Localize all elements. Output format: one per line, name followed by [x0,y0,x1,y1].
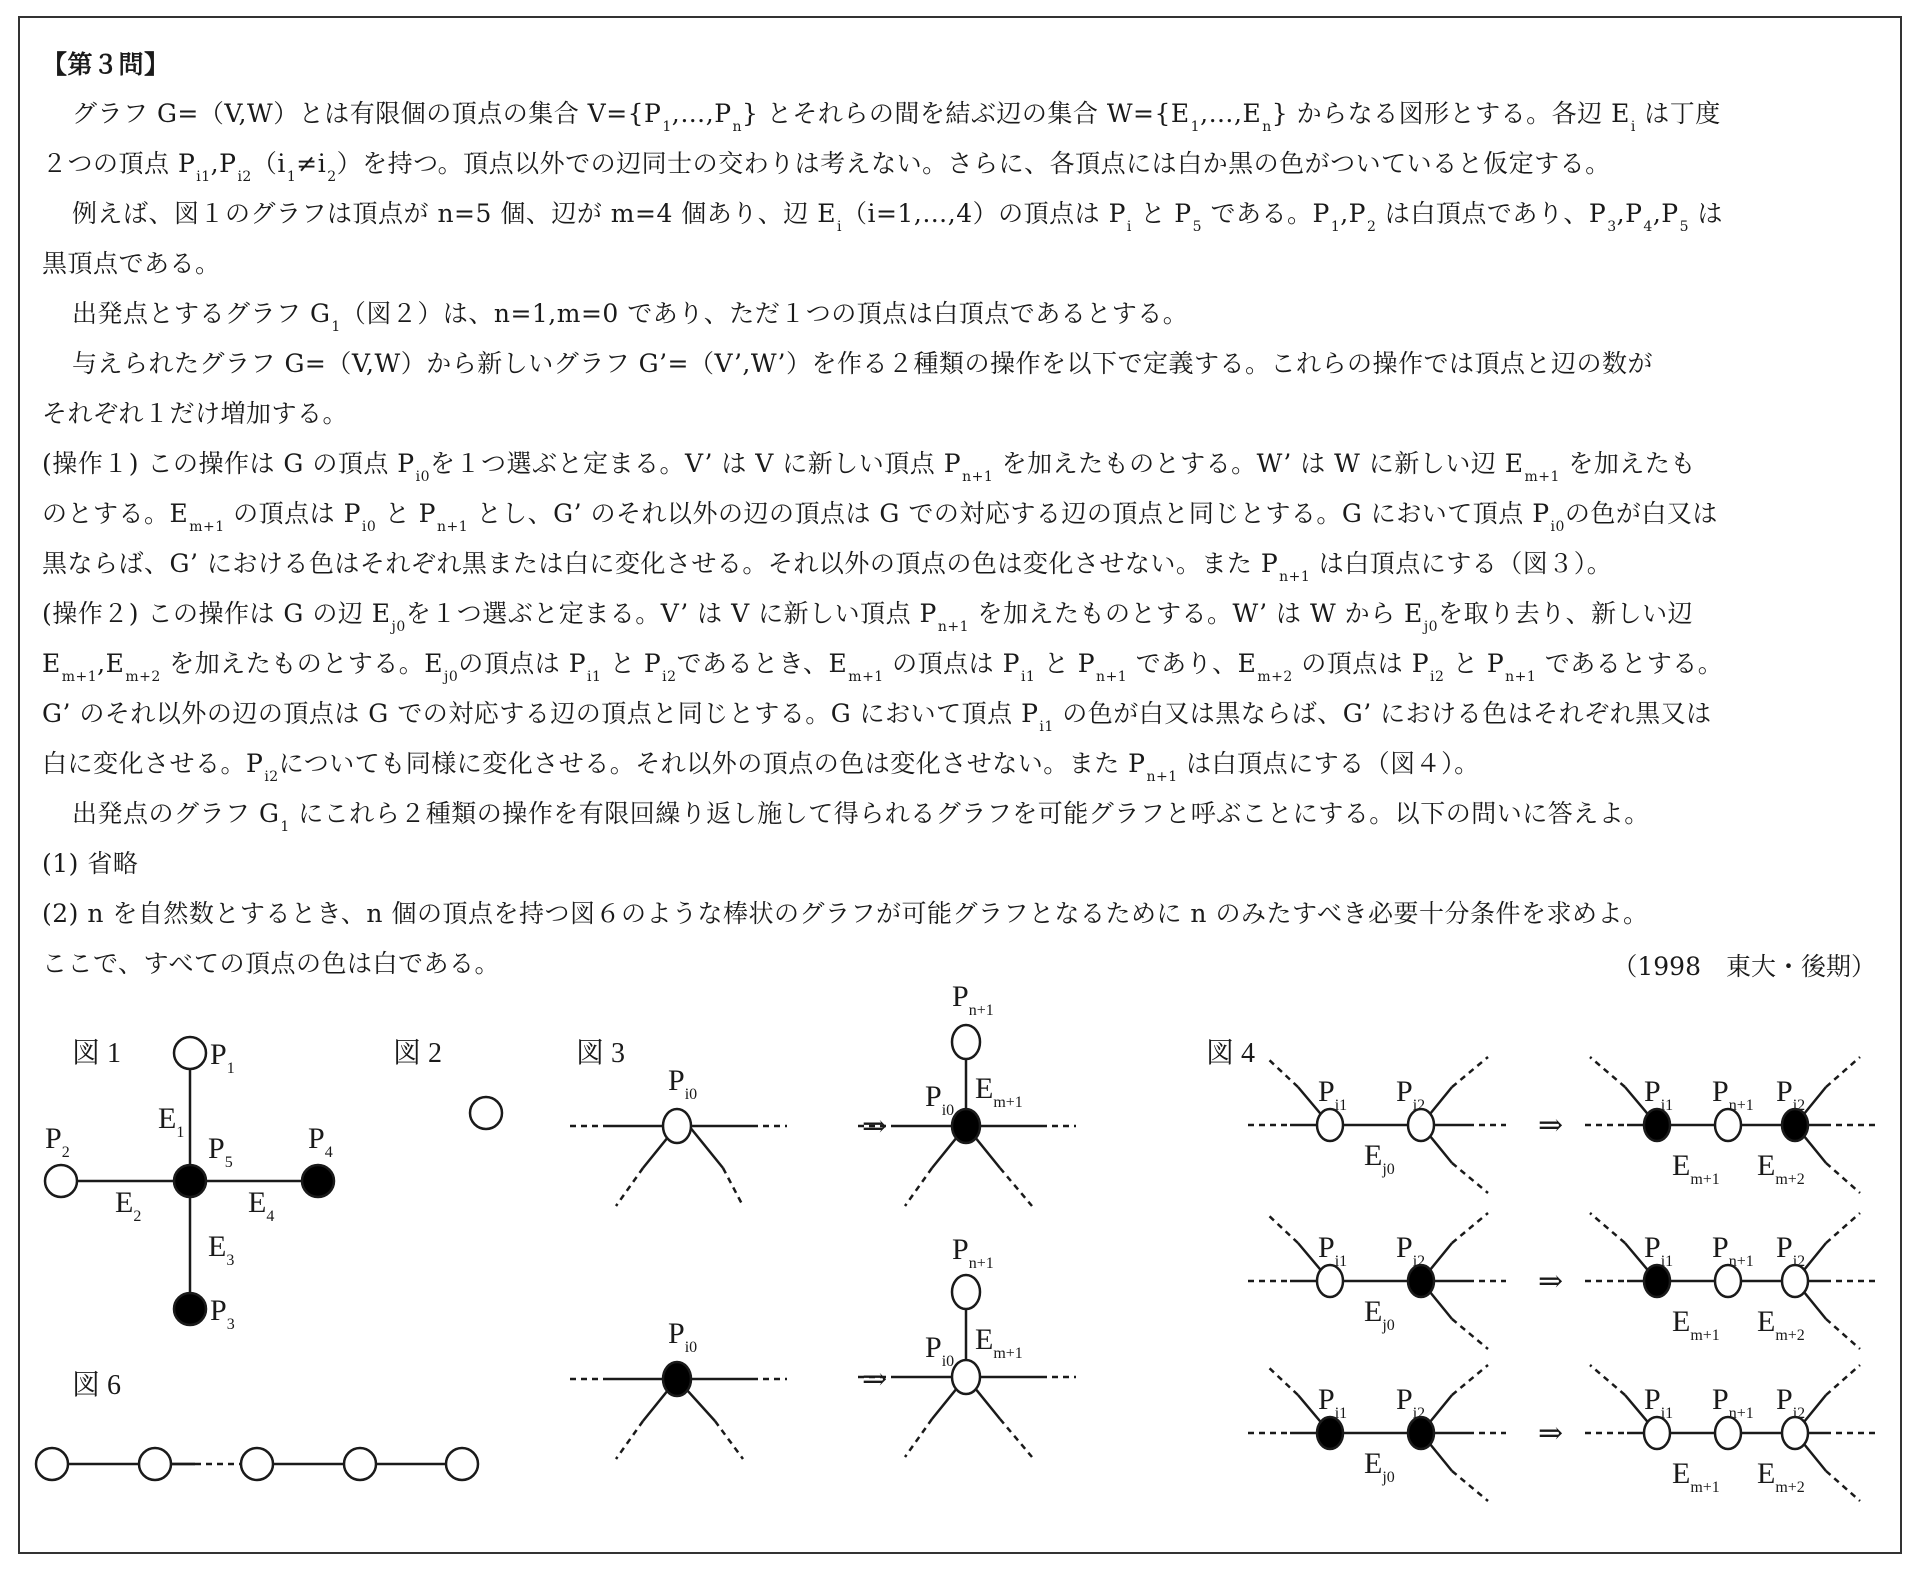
fig3-after-white [858,1233,1076,1457]
arrow-icon: ⇒ [862,1363,888,1396]
text-run: は [1689,199,1723,228]
text-run: を加えたものとする。W’ は W に新しい辺 E [993,449,1524,478]
svg-text:Pi2: $P_{i2}$ [1776,1383,1806,1422]
subscript: n+1 [437,519,469,535]
subscript: n+1 [937,619,970,635]
text-run: は白頂点であり、P [1376,199,1607,228]
figure-4 [1206,1037,1255,1069]
svg-text:Pn+1: $P_{n+1}$ [952,1233,994,1272]
svg-text:Ej0: $E_{j0}$ [1364,1295,1395,1334]
svg-text:Pi0: $P_{i0}$ [668,1317,698,1356]
text-run: と P [1444,649,1505,678]
subscript: j0 [391,619,406,635]
text-run: E [42,649,61,678]
subscript: i1 [587,669,602,685]
text-run: グラフ G=（V,W）とは有限個の頂点の集合 V={P [72,99,662,128]
subscript: i1 [1020,669,1036,685]
fig3-before-black [570,1317,787,1459]
subscript: 5 [1679,219,1690,235]
subscript: j0 [1423,619,1439,635]
subscript: n+1 [1505,669,1537,685]
text-run: ,P [1340,199,1367,228]
text-run: のとする。E [42,499,189,528]
text-run: とし、G’ のそれ以外の辺の頂点は G での対応する辺の頂点と同じとする。G において頂点 P [468,499,1550,528]
text-run: であり、E [1127,649,1257,678]
svg-text:Pi1: $P_{i1}$ [1644,1231,1674,1270]
svg-text:Pi1: $P_{i1}$ [1644,1383,1674,1422]
text-run: にこれら２種類の操作を有限回繰り返し施して得られるグラフを可能グラフと呼ぶことにする。以下の問いに答えよ。 [289,799,1650,828]
arrow-icon: ⇒ [1538,1109,1564,1142]
fig4-case-1 [1248,1057,1876,1193]
subscript: i1 [1039,719,1054,735]
subscript: 5 [1192,219,1203,235]
text-run: ,P [1652,199,1679,228]
text-run: 黒頂点である。 [42,249,221,278]
svg-text:E4: $E_4$ [248,1186,275,1225]
figure-6 [36,1369,478,1480]
svg-text:Pi2: $P_{i2}$ [1396,1075,1426,1114]
subscript: n+1 [1146,769,1178,785]
svg-text:Pi0: $P_{i0}$ [925,1331,955,1370]
text-run: ）を持つ。頂点以外での辺同士の交わりは考えない。さらに、各頂点には白か黒の色がついていると仮定する。 [336,149,1611,178]
subscript: n+1 [962,469,994,485]
text-run: (操作１) この操作は G の頂点 P [42,449,415,478]
subscript: m+1 [848,669,884,685]
text-run: を加えたものとする。E [160,649,443,678]
text-run: ,E [97,649,125,678]
text-run: の色が白又は黒ならば、G’ における色はそれぞれ黒又は [1053,699,1712,728]
text-run: を１つ選ぶと定まる。V’ は V に新しい頂点 P [405,599,937,628]
text-run: と P [1131,199,1192,228]
text-run: を１つ選ぶと定まる。V’ は V に新しい頂点 P [429,449,962,478]
text-run: （i=1,…,4）の頂点は P [841,199,1126,228]
subscript: i2 [1430,669,1445,685]
text-run: 例えば、図１のグラフは頂点が n=5 個、辺が m=4 個あり、辺 E [72,199,836,228]
svg-text:Pn+1: $P_{n+1}$ [1712,1231,1754,1270]
text-run: の色が白又は [1564,499,1718,528]
subscript: i0 [361,519,377,535]
fig2-label: 図 2 [393,1038,443,1069]
vertex-p3 [174,1293,206,1325]
subscript: i [837,219,842,235]
vertex-p1 [174,1037,206,1069]
text-run: G’ のそれ以外の辺の頂点は G での対応する辺の頂点と同じとする。G において頂点 P [42,699,1039,728]
subscript: m+2 [125,669,161,685]
subscript: i0 [1550,519,1565,535]
subscript: i2 [662,669,677,685]
svg-text:Em+2: $E_{m+2}$ [1757,1149,1805,1188]
svg-text:Em+2: $E_{m+2}$ [1757,1305,1805,1344]
svg-text:Pn+1: $P_{n+1}$ [952,980,994,1019]
text-run: （図２）は、n=1,m=0 であり、ただ１つの頂点は白頂点であるとする。 [340,299,1189,328]
svg-text:P1: $P_1$ [210,1038,235,1077]
subscript: 1 [1190,119,1201,135]
text-run: と P [376,499,436,528]
figure-3 [570,980,1076,1459]
text-run: (1) 省略 [42,849,139,878]
arrow-icon: ⇒ [862,1110,888,1143]
svg-text:Em+1: $E_{m+1}$ [1672,1149,1720,1188]
text-run: の頂点は P [883,649,1020,678]
subscript: n [1262,119,1272,135]
text-run: ２つの頂点 P [42,149,196,178]
text-run: を加えたも [1559,449,1696,478]
svg-text:Ej0: $E_{j0}$ [1364,1447,1395,1486]
subscript: n+1 [1096,669,1128,685]
svg-text:P5: $P_5$ [208,1132,233,1171]
text-run: ここで、すべての頂点の色は白である。 [42,949,501,978]
text-run: は白頂点にする（図４）。 [1177,749,1480,778]
text-run: 与えられたグラフ G=（V,W）から新しいグラフ G’=（V’,W’）を作る２種類の操作を以下で定義する。これらの操作では頂点と辺の数が [72,349,1653,378]
problem-title: 【第３問】 [42,50,170,79]
text-run: であるとき、E [676,649,848,678]
arrow-icon: ⇒ [1538,1265,1564,1298]
text-run: 出発点のグラフ G [72,799,280,828]
text-run: は白頂点にする（図３）。 [1310,549,1613,578]
svg-text:E2: $E_2$ [115,1186,142,1225]
text-run: } とそれらの間を結ぶ辺の集合 W={E [742,99,1190,128]
svg-text:Ej0: $E_{j0}$ [1364,1139,1395,1178]
svg-text:Em+1: $E_{m+1}$ [975,1323,1023,1362]
text-run: ,…,E [1200,99,1262,128]
text-run: の頂点は P [224,499,361,528]
vertex-p2 [45,1165,77,1197]
figure-4-rows [1248,1057,1876,1501]
text-run: の頂点は P [1292,649,1430,678]
figure-2 [393,1037,502,1129]
fig4-case-3 [1248,1365,1876,1501]
arrow-icon: ⇒ [1538,1417,1564,1450]
text-run: （i [251,149,286,178]
svg-text:Pi1: $P_{i1}$ [1318,1075,1348,1114]
text-run: を加えたものとする。W’ は W から E [969,599,1423,628]
svg-text:Em+2: $E_{m+2}$ [1757,1457,1805,1496]
subscript: i2 [264,769,279,785]
text-run: であるとする。 [1536,649,1724,678]
svg-text:Pi1: $P_{i1}$ [1318,1231,1348,1270]
text-run: ≠i [296,149,327,178]
text-run: は丁度 [1635,99,1721,128]
subscript: i [1630,119,1636,135]
text-run: である。P [1202,199,1330,228]
fig4-case-2 [1248,1213,1876,1349]
fig3-label: 図 3 [576,1038,626,1069]
svg-text:Pi2: $P_{i2}$ [1396,1383,1426,1422]
subscript: i [1126,219,1132,235]
svg-text:Pi0: $P_{i0}$ [925,1080,955,1119]
subscript: 1 [331,319,341,335]
svg-text:Pi2: $P_{i2}$ [1776,1231,1806,1270]
subscript: m+1 [1524,469,1560,485]
text-run: ,P [210,149,237,178]
svg-text:Pi0: $P_{i0}$ [668,1064,698,1103]
text-run: の頂点は P [458,649,587,678]
svg-text:P2: $P_2$ [45,1122,70,1161]
subscript: 1 [1330,219,1341,235]
text-run: 黒ならば、G’ における色はそれぞれ黒または白に変化させる。それ以外の頂点の色は変化させない。また P [42,549,1279,578]
svg-text:P3: $P_3$ [210,1294,235,1333]
subscript: i1 [196,169,211,185]
text-run: 白に変化させる。P [42,749,264,778]
subscript: m+1 [189,519,225,535]
subscript: i0 [415,469,430,485]
svg-text:Em+1: $E_{m+1}$ [1672,1305,1720,1344]
subscript: 3 [1607,219,1617,235]
subscript: 2 [1367,219,1377,235]
svg-text:E3: $E_3$ [208,1230,235,1269]
subscript: 4 [1643,219,1653,235]
text-run: と P [1035,649,1096,678]
fig1-label: 図 1 [72,1038,122,1069]
vertex-p5 [174,1165,206,1197]
svg-text:Pn+1: $P_{n+1}$ [1712,1075,1754,1114]
svg-text:Pi1: $P_{i1}$ [1318,1383,1348,1422]
text-run: を取り去り、新しい辺 [1438,599,1694,628]
svg-text:Pi1: $P_{i1}$ [1644,1075,1674,1114]
text-run: (2) n を自然数とするとき、n 個の頂点を持つ図６のような棒状のグラフが可能グラフとなるために n のみたすべき必要十分条件を求めよ。 [42,899,1649,928]
fig6-label: 図 6 [72,1370,122,1401]
text-run: ,P [1616,199,1643,228]
text-run: と P [601,649,662,678]
svg-text:Em+1: $E_{m+1}$ [1672,1457,1720,1496]
fig3-after-black [858,980,1076,1206]
svg-text:Em+1: $E_{m+1}$ [975,1072,1023,1111]
vertex-p4 [302,1165,334,1197]
subscript: m+2 [1257,669,1293,685]
svg-text:Pi2: $P_{i2}$ [1396,1231,1426,1270]
svg-text:Pi2: $P_{i2}$ [1776,1075,1806,1114]
fig4-label: 図 4 [1206,1038,1256,1069]
text-run: (操作２) この操作は G の辺 E [42,599,391,628]
vertex-g1 [470,1097,502,1129]
svg-text:P4: $P_4$ [308,1122,333,1161]
subscript: 1 [662,119,672,135]
text-run: } からなる図形とする。各辺 E [1271,99,1630,128]
svg-text:E1: $E_1$ [158,1102,185,1141]
text-run: ,…,P [671,99,732,128]
subscript: n+1 [1279,569,1311,585]
text-run: それぞれ１だけ増加する。 [42,399,349,428]
subscript: m+1 [61,669,98,685]
svg-text:Pn+1: $P_{n+1}$ [1712,1383,1754,1422]
text-run: 出発点とするグラフ G [72,299,331,328]
subscript: j0 [444,669,459,685]
subscript: 1 [280,819,290,835]
subscript: 1 [286,169,297,185]
fig3-before-white [570,1064,787,1206]
source-citation: （1998 東大・後期） [1612,952,1876,981]
subscript: n [732,119,743,135]
figure-1 [45,1037,334,1333]
subscript: i2 [237,169,252,185]
text-run: についても同様に変化させる。それ以外の頂点の色は変化させない。また P [278,749,1146,778]
subscript: 2 [327,169,337,185]
